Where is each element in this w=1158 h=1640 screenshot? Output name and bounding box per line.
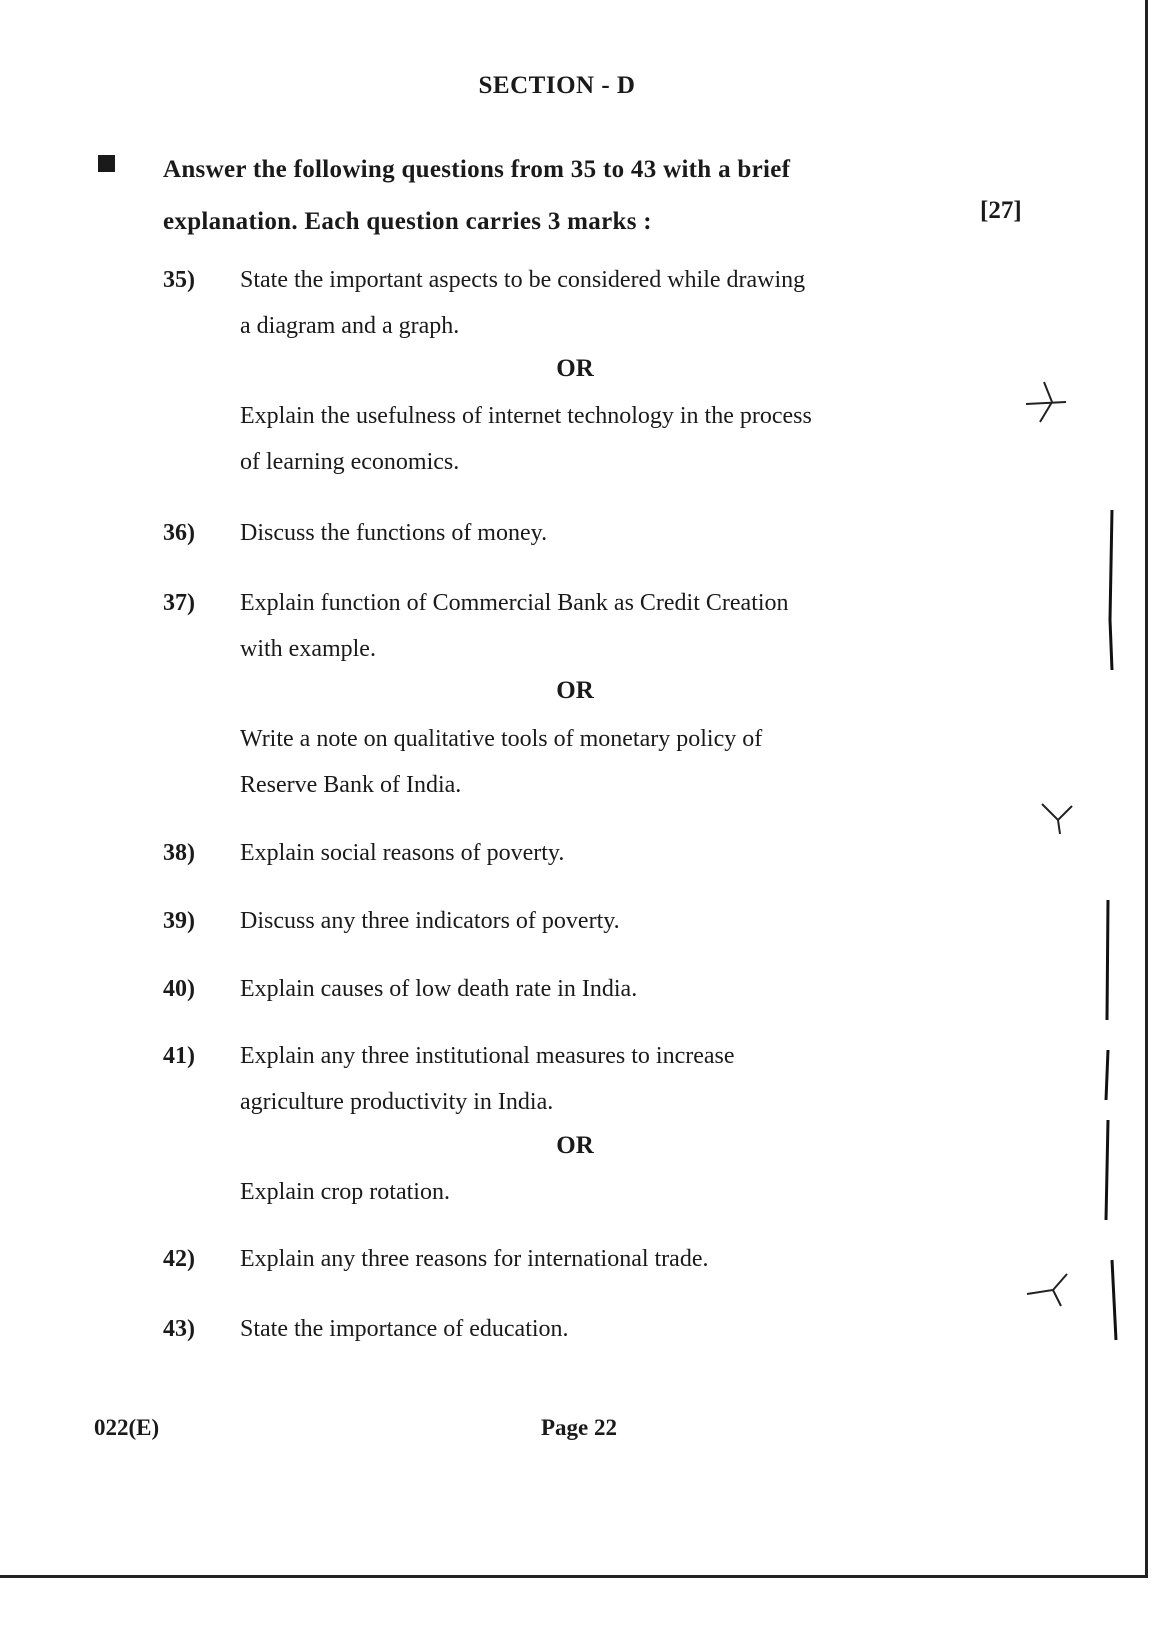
question-alt-text-37 [240,716,910,808]
question-text-42: Explain any three reasons for international trade. [240,1246,709,1272]
question-35-line-2: a diagram and a graph. [240,313,460,339]
question-number-39: 39) [163,908,195,934]
pen-mark-icon [1025,1270,1069,1310]
question-37-line-1: Explain function of Commercial Bank as Credit Creation [240,590,789,616]
question-number-35: 35) [163,267,195,293]
or-label-41: OR [556,1132,594,1159]
question-text-41 [240,1033,910,1125]
paper-code: 022(E) [94,1415,160,1440]
question-alt-text-35 [240,393,910,485]
question-41-line-1: Explain any three institutional measures to increase [240,1043,735,1069]
question-37-alt-line-1: Write a note on qualitative tools of monetary policy of [240,726,763,752]
page-number: Page 22 [540,1415,617,1440]
question-35-line-1: State the important aspects to be considered while drawing [240,267,806,293]
or-label-37: OR [556,677,594,704]
question-number-40: 40) [163,976,195,1002]
instruction-line-2: explanation. Each question carries 3 marks : [163,208,652,235]
pen-mark-icon [1022,378,1070,426]
question-text-43: State the importance of education. [240,1316,569,1342]
or-label-35: OR [556,355,594,382]
question-number-42: 42) [163,1246,195,1272]
question-alt-text-41: Explain crop rotation. [240,1179,450,1205]
binding-edge-mark [1098,500,1122,1640]
question-number-43: 43) [163,1316,195,1342]
question-number-36: 36) [163,520,195,546]
question-number-41: 41) [163,1043,195,1069]
question-text-38: Explain social reasons of poverty. [240,840,565,866]
instruction-line-1: Answer the following questions from 35 to 43 with a brief [163,156,791,183]
question-text-40: Explain causes of low death rate in India. [240,976,638,1002]
square-bullet-icon [98,155,115,172]
question-number-37: 37) [163,590,195,616]
question-text-37 [240,580,910,672]
question-37-line-2: with example. [240,636,376,662]
pen-mark-icon [1040,800,1076,836]
section-title: SECTION - D [478,72,636,99]
question-text-36: Discuss the functions of money. [240,520,548,546]
question-37-alt-line-2: Reserve Bank of India. [240,772,462,798]
question-35-alt-line-2: of learning economics. [240,449,460,475]
question-41-line-2: agriculture productivity in India. [240,1089,554,1115]
question-text-35 [240,257,910,349]
question-35-alt-line-1: Explain the usefulness of internet technology in the process [240,403,812,429]
question-text-39: Discuss any three indicators of poverty. [240,908,620,934]
section-instructions [163,144,790,248]
section-marks: [27] [980,197,1022,224]
question-number-38: 38) [163,840,195,866]
